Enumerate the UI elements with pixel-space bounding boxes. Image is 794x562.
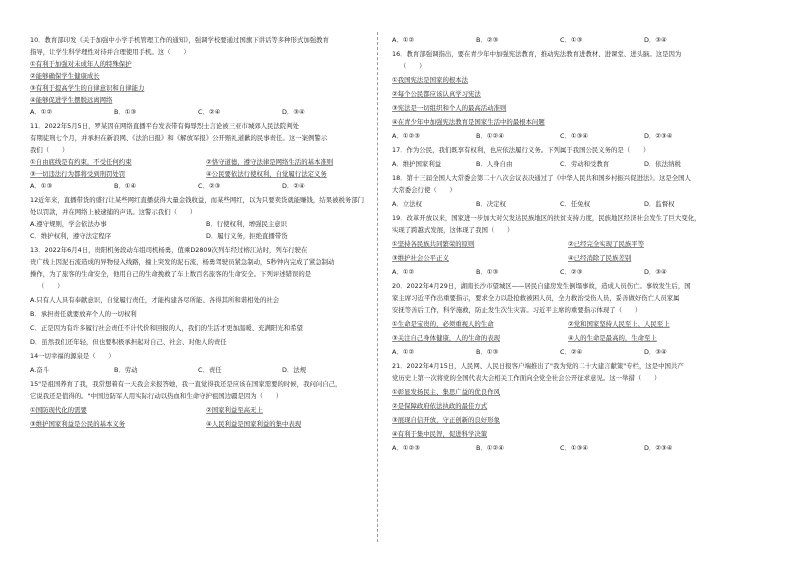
q11-option-d[interactable]: D．②④ <box>282 182 305 190</box>
q19-option-b[interactable]: B．①③ <box>476 268 499 276</box>
q15-statement-4: ④人民利益是国家利益的集中表现 <box>206 420 302 428</box>
q15-stem-line2: 它说我还是值得的。"中国边防军人用实际行动以热血和生命守护祖国边疆是因为（ ） <box>30 392 283 400</box>
q11-stem-line3: 我们（ ） <box>30 146 69 154</box>
q14-option-d[interactable]: D．法规 <box>282 366 307 374</box>
q15-statement-3: ③维护国家利益是公民的基本义务 <box>30 420 126 428</box>
q18-option-c[interactable]: C．任免权 <box>560 200 591 208</box>
q10-option-b[interactable]: B．①③ <box>114 108 137 116</box>
q20-option-a[interactable]: A．①② <box>392 348 415 356</box>
q16-statement-2: ②每个公民都应该认真学习宪法 <box>392 90 481 98</box>
q20-statements-row2 <box>392 334 744 343</box>
q11-statements-row2 <box>30 170 382 179</box>
q21-stem-line1: 21．2022年4月15日，人民网、人民日报客户端推出了"我为党的二十大建言献策"专栏，这是中国共产 <box>392 362 684 370</box>
q21-option-d[interactable]: D．②③④ <box>644 444 673 452</box>
q19-option-c[interactable]: C．②③ <box>560 268 583 276</box>
q10-option-c[interactable]: C．②④ <box>198 108 221 116</box>
q20-stem-line3: 安抚等善后工作，科学施救，防止发生次生灾害。习近平主席的重要指示体现了（ ） <box>392 306 642 314</box>
q21-option-b[interactable]: B．①②④ <box>476 444 504 452</box>
q21-options <box>392 444 744 453</box>
q12-options-row1 <box>30 220 382 229</box>
q16-statement-1: ①我国宪法是国家的根本法 <box>392 76 469 84</box>
q18-option-b[interactable]: B．决定权 <box>476 200 506 208</box>
q13-option-a[interactable]: A.只有人人具有奉献意识，自觉履行责任，才能构建各尽所能、各得其所和谐相处的社会 <box>30 296 280 304</box>
q13-stem-line4: （ ） <box>38 282 64 290</box>
q21-statement-1: ①彰显发扬民主、集思广益的优良作风 <box>392 388 500 396</box>
q21-statement-4: ④有利于集中民智，促进科学决策 <box>392 430 488 438</box>
q20-statements-row1 <box>392 320 744 329</box>
q19-statement-4: ④已经消除了民族差别 <box>568 254 632 262</box>
q16-statement-3: ③宪法是一切组织和个人的最高活动准则 <box>392 104 507 112</box>
q20-statement-1: ①生命是宝贵的，必须重视人的生命 <box>392 320 494 328</box>
q11-statements-row1 <box>30 158 382 167</box>
q13-option-b[interactable]: B．承担责任就要放弃个人的一切权利 <box>30 310 137 318</box>
q19-option-a[interactable]: A．①② <box>392 268 415 276</box>
q21-statement-3: ③展现自信开放，守正创新的良好形象 <box>392 416 500 424</box>
q11-option-c[interactable]: C．②③ <box>198 182 221 190</box>
q18-option-d[interactable]: D．监督权 <box>644 200 675 208</box>
q14-stem: 14一切幸福的源泉是（ ） <box>30 352 115 360</box>
q14-option-c[interactable]: C．责任 <box>198 366 222 374</box>
q15-statement-2: ②国家利益至高无上 <box>206 406 263 414</box>
q12-option-d[interactable]: D．履行义务，拒绝直播带货 <box>206 232 288 240</box>
q17-option-c[interactable]: C．劳动和受教育 <box>560 160 610 168</box>
q17-option-d[interactable]: D．依法纳税 <box>644 160 681 168</box>
q20-option-d[interactable]: D．③④ <box>644 348 667 356</box>
q19-statement-3: ③维护社会公平正义 <box>392 254 449 262</box>
q20-stem-line1: 20．2022年4月29日，湖南长沙市望城区——居民自建房发生倒塌事故，造成人员伤亡。事故发生后，国 <box>392 282 691 290</box>
q16-stem-line2: （ ） <box>400 62 426 70</box>
q19-options <box>392 268 744 277</box>
q19-stem-line1: 19．改革开放以来，国家进一步加大对欠发达民族地区的扶贫支持力度，民族地区经济社会发生了巨大变化， <box>392 214 701 222</box>
q10-statement-2: ②能够确保学生健康成长 <box>30 72 100 80</box>
q15-option-b[interactable]: B．②③ <box>476 36 499 44</box>
q16-statement-4: ④在青少年中加强宪法教育是国家生活中的最根本问题 <box>392 118 545 126</box>
q10-statement-3: ③有利于提高学生的自律意识和自律能力 <box>30 84 145 92</box>
q19-statement-2: ②已经完全实现了民族平等 <box>568 240 645 248</box>
q11-stem-line2: 有期徒刑七个月，并承担在新浪网、《法治日报》和《解放军报》公开赔礼道歉的民事责任。这一案例警示 <box>30 134 328 142</box>
q10-statement-1: ①有利于加强对未成年人的特殊保护 <box>30 60 132 68</box>
q11-stem-line1: 11．2022年5月5日，罗某因在网络直播平台发表带有侮辱烈士言论被三亚市城郊人民法院判处 <box>30 122 299 130</box>
q15-statements-row1 <box>30 406 382 415</box>
q14-option-b[interactable]: B．劳动 <box>114 366 138 374</box>
q15-options <box>392 36 744 45</box>
q16-options <box>392 132 744 141</box>
q15-statement-1: ①国防现代化的需要 <box>30 406 87 414</box>
q19-statements-row1 <box>392 240 744 249</box>
q20-option-c[interactable]: C．②④ <box>560 348 583 356</box>
q21-statement-2: ②是保障政府依法执政的最佳方式 <box>392 402 488 410</box>
q15-option-a[interactable]: A．①② <box>392 36 415 44</box>
q19-option-d[interactable]: D．③④ <box>644 268 667 276</box>
q18-options <box>392 200 744 209</box>
q12-option-a[interactable]: A.遵守规则，学会依法办事 <box>30 220 107 228</box>
q20-statement-2: ②党和国家坚持人民至上、人民至上 <box>568 320 670 328</box>
q16-option-c[interactable]: C．①③④ <box>560 132 589 140</box>
q18-stem-line1: 18．第十三届全国人大常委会第二十八次会议表决通过了《中华人民共和国乡村振兴促进法》。这是全国人 <box>392 174 691 182</box>
q15-stem-line1: 15"是祖国养育了我，我常想着有一天我会来报答她，我一直觉得我还是应该在国家需要的时候，我问问自己， <box>30 380 342 388</box>
q11-statement-2: ②恪守道德，遵守法律是网络生活的基本准则 <box>206 158 334 166</box>
q19-stem-line2: 实现了跨越式发展，这体现了我国（ ） <box>392 226 514 234</box>
q12-stem-line2: 处以罚款，并在网络上被逮捕的声讯。这警示我们（ ） <box>30 208 197 216</box>
q19-statements-row2 <box>392 254 744 263</box>
q11-options <box>30 182 382 191</box>
q21-option-a[interactable]: A．①②③ <box>392 444 420 452</box>
q12-options-row2 <box>30 232 382 241</box>
q12-stem-line1: 12近年来，直播带货的盛行让某些网红直播获得大量金钱收益，而某些网红，以为只要卖货就能赚钱，结果被税务部门 <box>30 196 365 204</box>
q21-stem-line2: 党历史上第一次将党的全国代表大会相关工作面向全党全社会公开征求意见。这一举措（ ） <box>392 374 661 382</box>
q13-stem-line2: 贵广线上因泥石流造成的异物侵入线路，撞上突发的泥石流，杨勇驾驶员紧急制动，5秒钟内完成了紧急制动 <box>30 258 335 266</box>
q15-option-c[interactable]: C．①③ <box>560 36 583 44</box>
q11-statement-3: ③一切违法行为都将受到刑罚处罚 <box>30 170 126 178</box>
q20-stem-line2: 家主席习近平作出重要指示，要求全力以赴抢救被困人员，全力救治受伤人员，妥善做好伤亡人员家属 <box>392 294 680 302</box>
q16-option-b[interactable]: B．①②④ <box>476 132 504 140</box>
q10-stem-line2: 指导，让学生科学理性对待并合理使用手机。这（ ） <box>30 48 190 56</box>
q15-option-d[interactable]: D．③④ <box>644 36 667 44</box>
q16-option-a[interactable]: A．①②③ <box>392 132 420 140</box>
q15-statements-row2 <box>30 420 382 429</box>
q17-options <box>392 160 744 169</box>
q16-stem-line1: 16．教育部强调指出，要在青少年中加强宪法教育，推动宪法教育进教材、进课堂、进头脑。这是因为 <box>392 50 682 58</box>
q21-option-c[interactable]: C．①③④ <box>560 444 589 452</box>
q10-option-a[interactable]: A．①② <box>30 108 53 116</box>
q16-option-d[interactable]: D．②③④ <box>644 132 673 140</box>
q14-option-a[interactable]: A.奋斗 <box>30 366 50 374</box>
q10-options <box>30 108 382 117</box>
q20-option-b[interactable]: B．①③ <box>476 348 499 356</box>
q12-option-b[interactable]: B．行使权利，增强民主意识 <box>206 220 288 228</box>
q20-statement-4: ④人的生命是最高的，生命至上 <box>568 334 657 342</box>
q17-option-a[interactable]: A．维护国家利益 <box>392 160 442 168</box>
q11-option-b[interactable]: B．①④ <box>114 182 137 190</box>
q13-option-c[interactable]: C．正是因为有许多履行社会责任不计代价和回报的人，我们的生活才更加温暖、充满阳光和希望 <box>30 324 303 332</box>
q13-option-d[interactable]: D．虽然我们还年轻，但也要积极承担起对自己、社会、对他人的责任 <box>30 338 227 346</box>
q11-option-a[interactable]: A．①③ <box>30 182 53 190</box>
q20-options <box>392 348 744 357</box>
q13-stem-line1: 13．2022年6月4日，贵阳机务段动车组司机杨勇，值乘D2809次列车经过榕江站时，列车行驶在 <box>30 246 308 254</box>
q19-statement-1: ①坚持各民族共同繁荣的原则 <box>392 240 475 248</box>
q18-stem-line2: 大常委会行使（ ） <box>392 186 456 194</box>
q20-statement-3: ③关注自己身体健康，人的生命的表现 <box>392 334 500 342</box>
q10-stem-line1: 10．教育部印发《关于加强中小学手机管理工作的通知》，强调学校要通过国旗下讲话等多种形式加强教育 <box>30 36 329 44</box>
q10-statement-4: ④能够促进学生摆脱远离网络 <box>30 96 113 104</box>
q17-stem: 17．作为公民，我们既享有权利，也应依法履行义务。下列属于我国公民义务的是（ ） <box>392 146 650 154</box>
q12-option-c[interactable]: C．维护权利，遵守法定程序 <box>30 232 112 240</box>
q10-option-d[interactable]: D．③④ <box>282 108 305 116</box>
q14-options <box>30 366 382 375</box>
q11-statement-4: ④公民要依法行使权利，自觉履行法定义务 <box>206 170 327 178</box>
q18-option-a[interactable]: A．立法权 <box>392 200 422 208</box>
q11-statement-1: ①自由底线是有约束，不受任何约束 <box>30 158 132 166</box>
q13-stem-line3: 操作，为了旅客的生命安全，他用自己的生命挽救了车上数百名旅客的生命安全。下列评述错误的是 <box>30 270 312 278</box>
q17-option-b[interactable]: B．人身自由 <box>476 160 513 168</box>
